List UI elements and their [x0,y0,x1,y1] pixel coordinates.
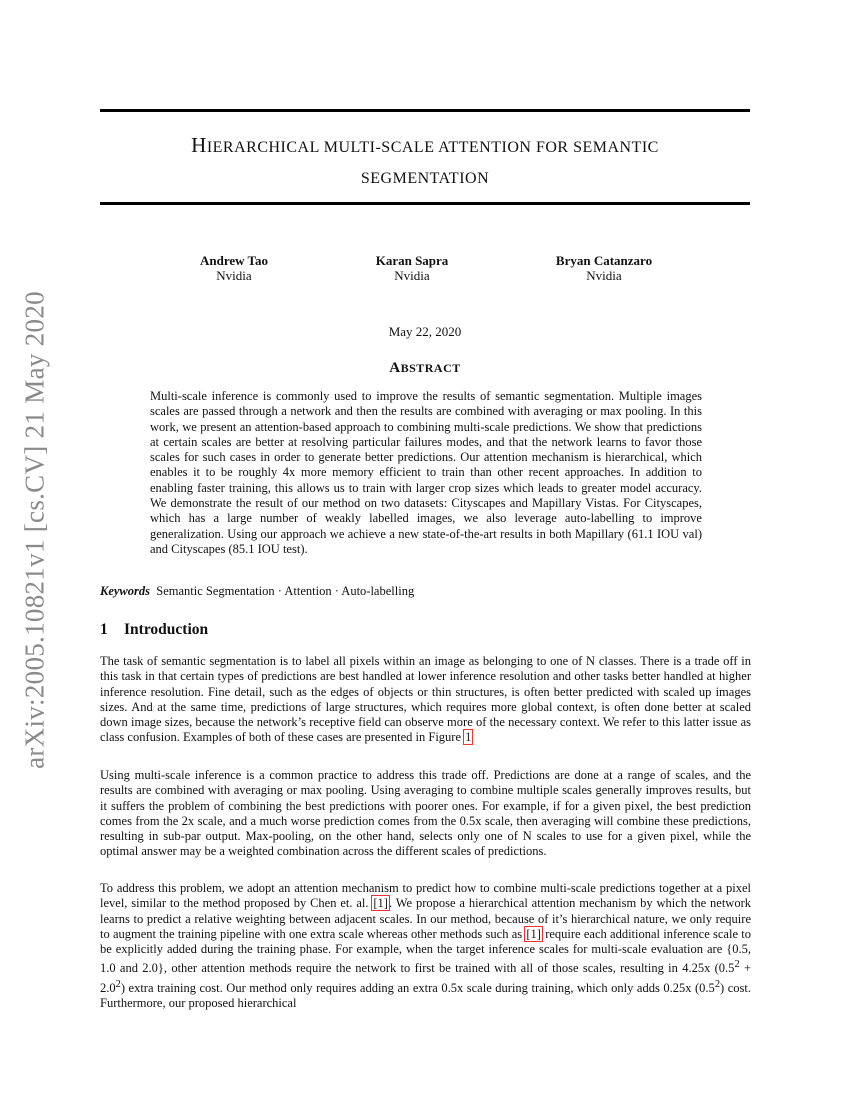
keywords [100,584,414,599]
abstract-heading-cap: A [389,360,401,376]
intro-paragraph-3 [100,881,751,1012]
citation-link[interactable]: [1] [526,926,541,941]
title-line2: SEGMENTATION [360,170,490,187]
author-affiliation: Nvidia [394,268,430,283]
section-title: Introduction [124,621,209,638]
title-line1: IERARCHICAL MULTI-SCALE ATTENTION FOR SEMANTIC [206,139,659,156]
paragraph-text: The task of semantic segmentation is to label all pixels within an image as belonging to one of N classes. There is a trade off in this task in that certain types of predictions are best handled at lower inference resolution and other tasks better handled at higher inference resolution. Fine detail, such as the edges of objects or thin structures, is often better predicted with scaled up images sizes. And at the same time, predictions of large structures, which requires more global context, is often done better at scaled down image sizes, because the network’s receptive field can observe more of the necessary context. We refer to this latter issue as class confusion. Examples of both of these cases are presented in Figure [100,654,751,745]
figure-reference-link[interactable]: 1 [465,730,472,745]
author-affiliation: Nvidia [216,268,252,283]
author-name: Andrew Tao [199,253,269,268]
author-name: Karan Sapra [375,253,449,268]
superscript: 2 [734,959,740,971]
author-name: Bryan Catanzaro [555,253,653,268]
paragraph-text: ) cost. Furthermore, our proposed hierarchical [100,981,751,1011]
abstract-text: Multi-scale inference is commonly used to improve the results of semantic segmentation. Multiple images scales are passed through a network and then the results are combined with averaging or max pooling. In this work, we present an attention-based approach to combining multi-scale predictions. We show that predictions at certain scales are better at resolving particular failures modes, and that the network learns to favor those scales for such cases in order to generate better predictions. Our attention mechanism is hierarchical, which enables it to be roughly 4x more memory efficient to train than other recent approaches. In addition to enabling faster training, this allows us to train with larger crop sizes which leads to greater model accuracy. We demonstrate the result of our method on two datasets: Cityscapes and Mapillary Vistas. For Cityscapes, which has a large number of weakly labelled images, we also leverage auto-labelling to improve generalization. Using our approach we achieve a new state-of-the-art results in both Mapillary (61.1 IOU val) and Cityscapes (85.1 IOU test). [150,389,702,556]
citation-link[interactable]: [1] [373,896,388,911]
paragraph-text: . We propose a hierarchical attention mechanism by which the network learns to predict a relative weighting between adjacent scales. In our method, because of it’s hierarchical nature, we only require to augment the training pipeline with one extra scale whereas other methods such as [100,896,751,941]
paper-date: May 22, 2020 [388,324,462,339]
superscript: 2 [115,978,121,990]
abstract-heading-rest: BSTRACT [400,361,461,375]
section-heading [100,621,208,639]
paragraph-text: To address this problem, we adopt an attention mechanism to predict how to combine multi-scale predictions together at a pixel level, similar to the method proposed by Chen et. al. [100,881,751,911]
title-cap: H [191,133,207,157]
intro-paragraph-1 [100,654,751,746]
superscript: 2 [714,978,721,990]
title-bottom-rule [100,202,750,205]
intro-paragraph-2: Using multi-scale inference is a common practice to address this trade off. Predictions are done at a range of scales, and the results are combined with averaging or max pooling. Using averaging to combine multiple scales generally improves results, but it suffers the problem of combining the best predictions with poorer ones. For example, if for a given pixel, the best prediction comes from the 2x scale, and a much worse prediction comes from the 0.5x scale, then averaging will combine these predictions, resulting in sub-par output. Max-pooling, on the other hand, selects only one of N scales to use for a given pixel, while the optimal answer may be a weighted combination across the different scales of predictions. [100,768,751,859]
author-3 [524,253,684,283]
arxiv-identifier: arXiv:2005.10821v1 [cs.CV] 21 May 2020 [19,291,50,769]
keywords-text: Semantic Segmentation · Attention · Auto-labelling [156,584,415,598]
author-affiliation: Nvidia [586,268,622,283]
author-1 [154,253,314,283]
paper-title [100,131,750,193]
author-2 [332,253,492,283]
abstract-heading [100,360,750,377]
title-top-rule [100,109,750,112]
keywords-label: Keywords [100,584,150,598]
paragraph-text: + 2.0 [100,961,751,996]
paragraph-text: ) extra training cost. Our method only requires adding an extra 0.5x scale during training, which only adds 0.25x (0.5 [120,981,715,996]
section-number: 1 [100,621,108,638]
paragraph-text: require each additional inference scale to be explicitly added during the training phase. For example, when the target inference scales for multi-scale evaluation are {0.5, 1.0 and 2.0}, other attention methods require the network to first be trained with all of those scales, resulting in 4.25x (0.5 [100,926,751,976]
arxiv-sidebar [20,284,50,776]
